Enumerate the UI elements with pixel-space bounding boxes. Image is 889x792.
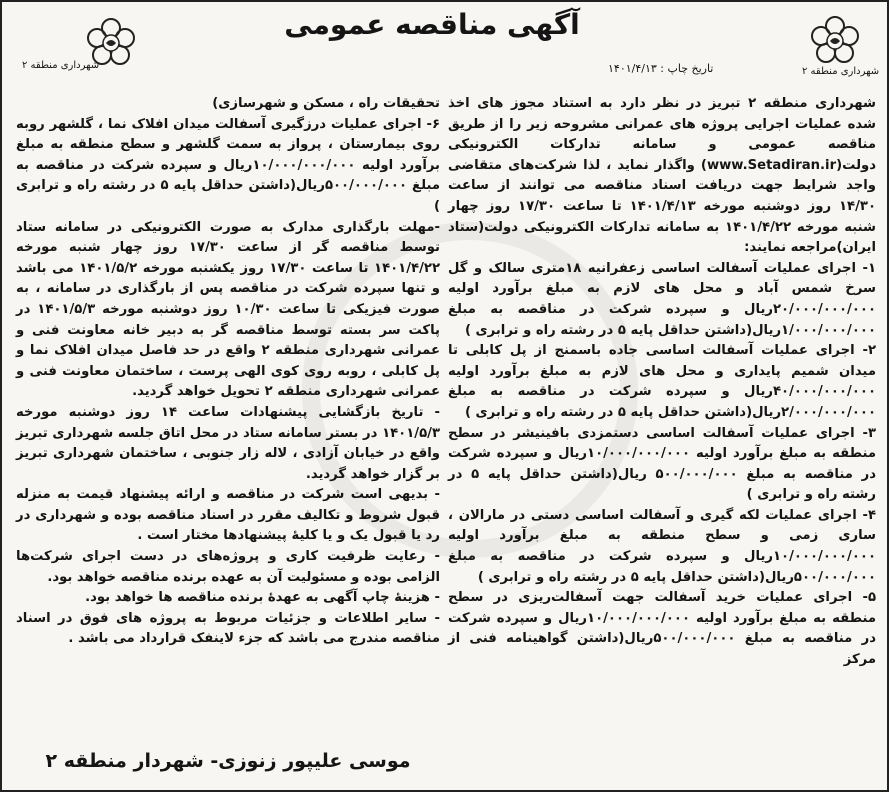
org-label-left: شهرداری منطقه ۲: [22, 60, 100, 71]
print-date: [602, 62, 713, 75]
opening-date-paragraph: - تاریخ بازگشایی پیشنهادات ساعت ۱۴ روز دوشنبه مورخه ۱۴۰۱/۵/۳ در بستر سامانه ستاد در محل اتاق جلسه شهرداری تبریز واقع در خیابان آزادی ، لاله زار جنوبی ، ساختمان شهرداری تبریز بر گزار خواهد گردید.: [16, 404, 440, 482]
org-label-right: شهرداری منطقه ۲: [802, 66, 880, 77]
project-item-6: ۶- اجرای عملیات درزگیری آسفالت میدان افلاک نما ، گلشهر روبه روی بیمارستان ، پرواز به سمت گلشهر و سطح منطقه به مبلغ برآورد اولیه ۱۰/۰۰۰/۰۰۰/۰۰۰ریال و سپرده شرکت در مناقصه به مبلغ ۵۰۰/۰۰۰/۰۰۰ریال(داشتن حداقل پایه ۵ در رشته راه و ترابری ): [16, 116, 440, 214]
project-item-5: ۵- اجرای عملیات خرید آسفالت جهت آسفالت‌ریزی در سطح منطقه به مبلغ برآورد اولیه ۱۰/۰۰۰/۰۰۰/۰۰۰ریال و سپرده شرکت در مناقصه به مبلغ ۵۰۰/۰۰۰/۰۰۰ریال(داشتن گواهینامه فنی از مرکز: [448, 590, 877, 668]
notice-header: [2, 2, 887, 90]
intro-paragraph: شهرداری منطقه ۲ تبریز در نظر دارد به استناد مجوز های اخذ شده عملیات اجرایی پروژه های عمرانی مشروحه زیر را از طریق مناقصه عمومی و سامانه تدارکات الکترونیکی دولت(www.Setadiran.ir) واگذار نماید ، لذا شرکت‌های متقاضی واجد شرایط جهت دریافت اسناد مناقصه می توانند از ساعت ۱۴/۳۰ روز دوشنبه مورخه ۱۴۰۱/۴/۱۳ تا ساعت ۱۷/۳۰ روز چهار شنبه مورخه ۱۴۰۱/۴/۲۲ به سامانه تدارکات الکترونیکی دولت(ستاد ایران)مراجعه نمایند:: [448, 96, 876, 256]
page-title: آگهی مناقصه عمومی: [284, 8, 580, 41]
project-item-2: ۲- اجرای عملیات آسفالت اساسی جاده باسمنج از پل کابلی تا میدان شمیم پایداری و محل های لازم به مبلغ برآورد اولیه ۴۰/۰۰۰/۰۰۰/۰۰۰ریال و سپرده شرکت در مناقصه به مبلغ ۲/۰۰۰/۰۰۰/۰۰۰ریال(داشتن حداقل پایه ۵ در رشته راه و ترابری ): [448, 343, 876, 420]
other-info-paragraph: - سایر اطلاعات و جزئیات مربوط به پروژه های فوق در اسناد مناقصه مندرج می باشد که جزء لاینفک قرارداد می باشد .: [16, 610, 440, 647]
print-date-label: تاریخ چاپ : ۱۴۰۱/۴/۱۳: [608, 62, 714, 75]
upload-deadline-paragraph: -مهلت بارگذاری مدارک به صورت الکترونیکی در سامانه ستاد توسط مناقصه گر از ساعت ۱۷/۳۰ روز چهار شنبه مورخه ۱۴۰۱/۴/۲۲ تا ساعت ۱۷/۳۰ روز یکشنبه مورخه ۱۴۰۱/۵/۲ می باشد و تنها سپرده شرکت در مناقصه پس از بارگذاری در سامانه ، به صورت فیزیکی تا ساعت ۱۰/۳۰ روز دوشنبه مورخه ۱۴۰۱/۵/۳ در پاکت سر بسته توسط مناقصه گر به دبیر خانه معاونت فنی و عمرانی شهرداری منطقه ۲ واقع در حد فاصل میدان افلاک نما و پل کابلی ، روبه روی کوی الهی پرست ، ساختمان معاونت فنی و عمرانی شهرداری منطقه ۲ تحویل خواهد گردید.: [16, 219, 440, 400]
project-item-3: ۳- اجرای عملیات آسفالت اساسی دستمزدی بافینیشر در سطح منطقه به مبلغ برآورد اولیه ۱۰/۰۰۰/۰۰۰/۰۰۰ریال و سپرده شرکت در مناقصه به مبلغ ۵۰۰/۰۰۰/۰۰۰ ریال(داشتن حداقل پایه ۵ در رشته راه و ترابری ): [448, 425, 876, 503]
ad-cost-paragraph: - هزینهٔ چاپ آگهی به عهدهٔ برنده مناقصه ها خواهد بود.: [85, 590, 440, 606]
project-item-4: ۴- اجرای عملیات لکه گیری و آسفالت اساسی دستی در مارالان ، ساری زمی و سطح منطقه به مبلغ برآورد اولیه ۱۰/۰۰۰/۰۰۰/۰۰۰ریال و سپرده شرکت در مناقصه به مبلغ ۵۰۰/۰۰۰/۰۰۰ریال(داشتن حداقل پایه ۵ در رشته راه و ترابری ): [448, 507, 876, 585]
terms-paragraph: - بدیهی است شرکت در مناقصه و ارائه پیشنهاد قیمت به منزله قبول شروط و تکالیف مقرر در اسناد مناقصه بوده و شهرداری در رد یا قبول یک و یا کلیهٔ پیشنهادها مختار است .: [16, 487, 440, 544]
right-column: [448, 94, 876, 671]
capacity-paragraph: - رعایت ظرفیت کاری و پروژه‌های در دست اجرای شرکت‌ها الزامی بوده و مسئولیت آن به عهده برنده مناقصه خواهد بود.: [16, 549, 440, 585]
signature-line: موسی علیپور زنوزی- شهردار منطقه ۲: [45, 750, 411, 772]
municipality-logo-icon: [808, 14, 862, 68]
left-column: [16, 94, 440, 650]
project-item-5-continued: تحقیقات راه ، مسکن و شهرسازی): [212, 96, 440, 111]
project-item-1: ۱- اجرای عملیات آسفالت اساسی زعفرانیه ۱۸متری سالک و گل سرخ شمس آباد و محل های لازم به مبلغ برآورد اولیه ۲۰/۰۰۰/۰۰۰/۰۰۰ریال و سپرده شرکت در مناقصه به مبلغ ۱/۰۰۰/۰۰۰/۰۰۰ریال(داشتن حداقل پایه ۵ در رشته راه و ترابری ): [448, 260, 876, 338]
